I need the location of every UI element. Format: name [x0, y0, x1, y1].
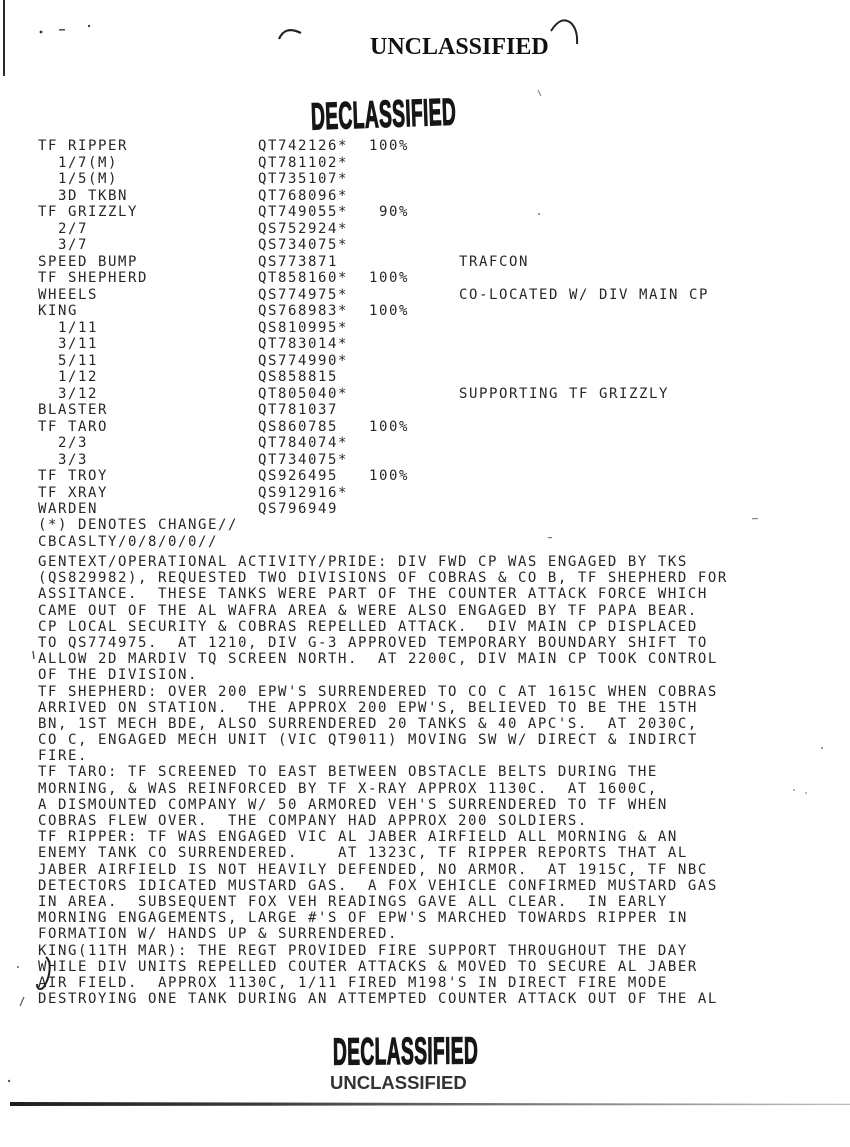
unit-row: [38, 468, 758, 485]
grid-coordinate: QT749055*: [258, 204, 348, 220]
gentext-paragraph: [38, 943, 798, 1008]
grid-coordinate: QT783014*: [258, 336, 348, 352]
gentext-line: DETECTORS IDICATED MUSTARD GAS. A FOX VEHICLE CONFIRMED MUSTARD GAS: [38, 877, 718, 894]
gentext-line: BN, 1ST MECH BDE, ALSO SURRENDERED 20 TANKS & 40 APC'S. AT 2030C,: [38, 715, 698, 732]
subunit-name: 3/11: [58, 336, 98, 352]
subunit-row: [38, 188, 758, 205]
grid-coordinate: QT781037: [258, 402, 338, 418]
subunit-name: 2/3: [58, 435, 88, 451]
gentext-line: GENTEXT/OPERATIONAL ACTIVITY/PRIDE: DIV FWD CP WAS ENGAGED BY TKS: [38, 554, 688, 570]
subunit-name: 2/7: [58, 220, 88, 237]
gentext-line: ENEMY TANK CO SURRENDERED. AT 1323C, TF RIPPER REPORTS THAT AL: [38, 845, 688, 862]
gentext-line: DESTROYING ONE TANK DURING AN ATTEMPTED COUNTER ATTACK OUT OF THE AL: [38, 991, 718, 1008]
gentext-line: CO C, ENGAGED MECH UNIT (VIC QT9011) MOVING SW W/ DIRECT & INDIRCT: [38, 732, 698, 749]
grid-coordinate: QT805040*: [258, 385, 348, 402]
grid-coordinate: QS860785: [258, 418, 338, 435]
grid-coordinate: QS926495: [258, 468, 338, 484]
gentext-line: CAME OUT OF THE AL WAFRA AREA & WERE ALSO ENGAGED BY TF PAPA BEAR.: [38, 602, 698, 619]
gentext-paragraph: [38, 764, 798, 829]
grid-coordinate: QS773871: [258, 253, 338, 270]
gentext-line: AIR FIELD. APPROX 1130C, 1/11 FIRED M198'S IN DIRECT FIRE MODE: [38, 974, 668, 991]
subunit-row: [38, 369, 758, 386]
gentext-line: JABER AIRFIELD IS NOT HEAVILY DEFENDED, NO ARMOR. AT 1915C, TF NBC: [38, 861, 708, 878]
scan-speck: [8, 1080, 10, 1082]
subunit-name: 5/11: [58, 352, 98, 369]
unit-name: BLASTER: [38, 402, 108, 418]
grid-coordinate: QS774975*: [258, 286, 348, 303]
unit-row: [38, 254, 758, 271]
gentext-line: TO QS774975. AT 1210, DIV G-3 APPROVED TEMPORARY BOUNDARY SHIFT TO: [38, 634, 708, 651]
gentext-line: TF SHEPHERD: OVER 200 EPW'S SURRENDERED TO CO C AT 1615C WHEN COBRAS: [38, 683, 718, 700]
scan-speck: [59, 29, 65, 31]
unit-row: [38, 419, 758, 436]
scan-edge: [3, 0, 5, 76]
subunit-row: [38, 452, 758, 469]
scan-speck: [805, 792, 807, 794]
unit-name: TF XRAY: [38, 484, 108, 501]
subunit-name: 1/12: [58, 369, 98, 385]
subunit-row: [38, 155, 758, 172]
subunit-row: [38, 171, 758, 188]
unit-remark: SUPPORTING TF GRIZZLY: [459, 385, 669, 402]
unit-name: TF RIPPER: [38, 138, 128, 154]
unit-name: TF TROY: [38, 468, 108, 484]
grid-coordinate: QS752924*: [258, 220, 348, 237]
subunit-row: [38, 237, 758, 254]
strength-percent: 100%: [369, 468, 409, 484]
unit-remark: TRAFCON: [459, 253, 529, 270]
grid-coordinate: QS768983*: [258, 303, 348, 319]
grid-coordinate: QT781102*: [258, 154, 348, 171]
strength-percent: 100%: [369, 418, 409, 435]
grid-coordinate: QT784074*: [258, 435, 348, 451]
subunit-row: [38, 353, 758, 370]
strength-percent: 100%: [369, 303, 409, 319]
gentext-line: ASSITANCE. THESE TANKS WERE PART OF THE COUNTER ATTACK FORCE WHICH: [38, 586, 708, 603]
scan-speck: [821, 747, 823, 749]
grid-coordinate: QT735107*: [258, 171, 348, 187]
strength-percent: 100%: [369, 270, 409, 286]
gentext-line: COBRAS FLEW OVER. THE COMPANY HAD APPROX 200 SOLDIERS.: [38, 813, 588, 829]
unit-row: [38, 303, 758, 320]
grid-coordinate: QT742126*: [258, 138, 348, 154]
scan-speck: [88, 25, 90, 27]
grid-coordinate: QS858815: [258, 369, 338, 385]
gentext-paragraph: [38, 684, 798, 765]
strength-percent: 90%: [379, 204, 409, 220]
unit-row: [38, 485, 758, 502]
unit-remark: CO-LOCATED W/ DIV MAIN CP: [459, 286, 709, 303]
gentext-paragraph: [38, 554, 798, 684]
subunit-row: [38, 435, 758, 452]
pen-mark: [20, 997, 24, 1006]
subunit-row: [38, 386, 758, 403]
change-legend: (*) DENOTES CHANGE//: [38, 517, 238, 533]
report-notes: [38, 517, 758, 550]
subunit-row: [38, 320, 758, 337]
gentext-line: MORNING ENGAGEMENTS, LARGE #'S OF EPW'S MARCHED TOWARDS RIPPER IN: [38, 910, 688, 927]
subunit-name: 3/7: [58, 237, 88, 253]
unit-row: [38, 402, 758, 419]
gentext-line: ALLOW 2D MARDIV TQ SCREEN NORTH. AT 2200C, DIV MAIN CP TOOK CONTROL: [38, 651, 718, 668]
gentext-line: (QS829982), REQUESTED TWO DIVISIONS OF COBRAS & CO B, TF SHEPHERD FOR: [38, 570, 728, 587]
unit-location-table: [38, 138, 758, 518]
declassified-stamp-bottom: DECLASSIFIED: [332, 1030, 479, 1074]
grid-coordinate: QT768096*: [258, 187, 348, 204]
gentext-line: MORNING, & WAS REINFORCED BY TF X-RAY APPROX 1130C. AT 1600C,: [38, 780, 658, 797]
grid-coordinate: QS774990*: [258, 352, 348, 369]
gentext-line: FORMATION W/ HANDS UP & SURRENDERED.: [38, 926, 398, 943]
subunit-name: 1/5(M): [58, 171, 118, 187]
grid-coordinate: QS912916*: [258, 484, 348, 501]
grid-coordinate: QS734075*: [258, 237, 348, 253]
subunit-name: 1/11: [58, 319, 98, 336]
gentext-line: TF TARO: TF SCREENED TO EAST BETWEEN OBSTACLE BELTS DURING THE: [38, 764, 658, 781]
casualty-set: CBCASLTY/0/8/0/0//: [38, 533, 218, 550]
grid-coordinate: QT734075*: [258, 451, 348, 468]
subunit-row: [38, 336, 758, 353]
footer-classification-marking: UNCLASSIFIED: [330, 1072, 467, 1093]
gentext-line: FIRE.: [38, 748, 88, 765]
unit-row: [38, 287, 758, 304]
gentext-line: IN AREA. SUBSEQUENT FOX VEH READINGS GAVE ALL CLEAR. IN EARLY: [38, 893, 668, 910]
page-edge-line: [10, 1102, 850, 1106]
gentext-line: WHILE DIV UNITS REPELLED COUTER ATTACKS & MOVED TO SECURE AL JABER: [38, 958, 698, 975]
gentext-line: CP LOCAL SECURITY & COBRAS REPELLED ATTACK. DIV MAIN CP DISPLACED: [38, 618, 698, 635]
unit-row: [38, 204, 758, 221]
scan-speck: [17, 966, 19, 968]
unit-row: [38, 270, 758, 287]
unit-name: TF TARO: [38, 418, 108, 435]
unit-name: WARDEN: [38, 501, 98, 517]
scan-speck: [538, 90, 541, 96]
gentext-line: ARRIVED ON STATION. THE APPROX 200 EPW'S, BELIEVED TO BE THE 15TH: [38, 699, 698, 716]
punch-mark: [279, 30, 301, 39]
subunit-name: 1/7(M): [58, 154, 118, 171]
unit-name: SPEED BUMP: [38, 253, 138, 270]
gentext-line: OF THE DIVISION.: [38, 667, 198, 684]
punch-mark: [551, 20, 577, 44]
unit-name: KING: [38, 303, 78, 319]
subunit-name: 3/3: [58, 451, 88, 468]
unit-row: [38, 501, 758, 518]
unit-row: [38, 138, 758, 155]
grid-coordinate: QS810995*: [258, 319, 348, 336]
declassified-stamp-top: DECLASSIFIED: [310, 91, 457, 139]
strength-percent: 100%: [369, 138, 409, 154]
subunit-name: 3D TKBN: [58, 187, 128, 204]
grid-coordinate: QS796949: [258, 501, 338, 517]
gentext-paragraph: [38, 829, 798, 942]
grid-coordinate: QT858160*: [258, 270, 348, 286]
unit-name: WHEELS: [38, 286, 98, 303]
gentext-line: TF RIPPER: TF WAS ENGAGED VIC AL JABER AIRFIELD ALL MORNING & AN: [38, 829, 678, 846]
gentext-line: A DISMOUNTED COMPANY W/ 50 ARMORED VEH'S SURRENDERED TO TF WHEN: [38, 796, 668, 813]
subunit-name: 3/12: [58, 385, 98, 402]
unit-name: TF GRIZZLY: [38, 204, 138, 220]
subunit-row: [38, 221, 758, 238]
pen-mark: [33, 651, 34, 659]
unit-name: TF SHEPHERD: [38, 270, 148, 286]
header-classification-marking: UNCLASSIFIED: [370, 34, 549, 60]
gentext-narrative: [38, 554, 798, 1007]
gentext-line: KING(11TH MAR): THE REGT PROVIDED FIRE SUPPORT THROUGHOUT THE DAY: [38, 942, 688, 959]
scan-speck: [40, 31, 43, 34]
